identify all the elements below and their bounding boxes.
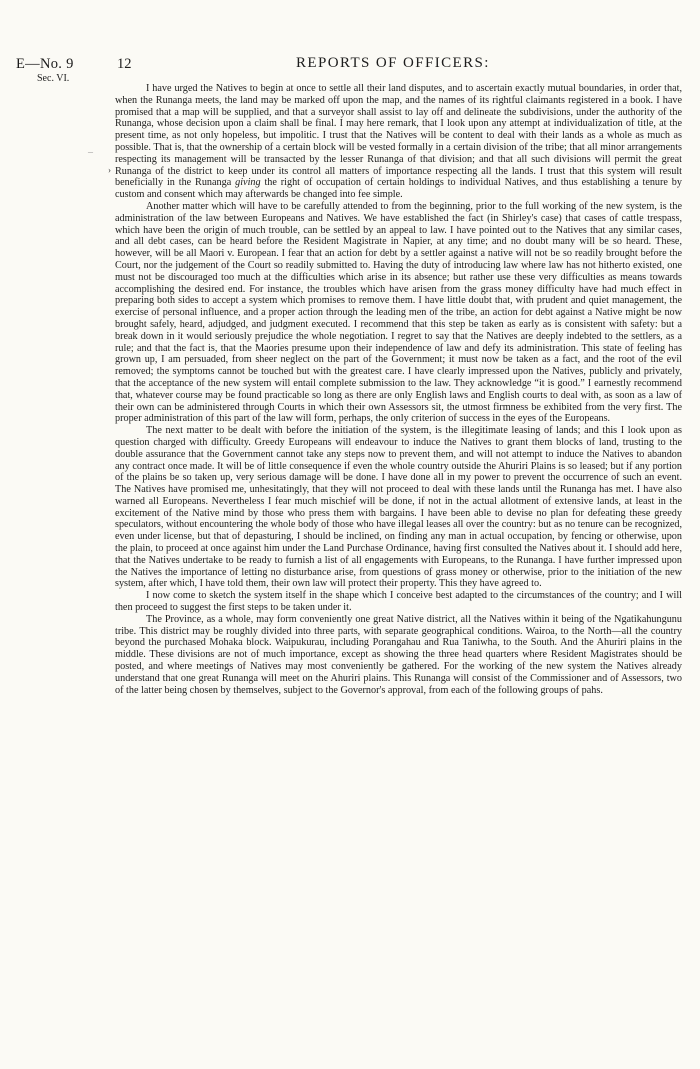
paragraph-4: I now come to sketch the system itself in the shape which I conceive best adapted to the circumstances of the country; and I will then proceed to suggest the first steps to be taken under it. [115,590,682,614]
paragraph-1-text-continued: the right of occupation of certain holdings to individual Natives, and thus establishing a tenure by custom and consent which may afterwards be changed into fee simple. [115,177,682,201]
paragraph-1 [115,83,682,201]
margin-arrow-mark: › [108,165,111,175]
running-head: REPORTS OF OFFICERS: [296,55,490,71]
paragraph-5: The Province, as a whole, may form conveniently one great Native district, all the Natives within it being of the Ngatikahungunu tribe. This district may be roughly divided into three parts, with separate geographical conditions. Wairoa, to the North—all the country beyond the purchased Mohaka block. Waipukurau, including Porangahau and Rua Taniwha, to the South. And the Ahuriri plains in the middle. These divisions are not of much importance, except as showing the three head quarters where Resident Magistrates should be posted, and where meetings of Natives may most conveniently be gathered. For the working of the new system the Natives already understand that one great Runanga will meet on the Ahuriri plains. This Runanga will consist of the Commissioner and of Assessors, two of the latter being chosen by themselves, subject to the Governor's approval, from each of the following groups of pahs. [115,613,682,696]
page-number: 12 [117,56,132,72]
margin-dash-mark: – [88,147,93,158]
document-identifier: E—No. 9 [16,56,74,72]
emphasis-giving: giving [235,177,261,189]
section-label: Sec. VI. [37,73,70,84]
report-body [115,83,682,696]
paragraph-2: Another matter which will have to be carefully attended to from the beginning, prior to the full working of the new system, is the administration of the law between Europeans and Natives. We have established the fact (in Shirley's case) that cases of cattle trespass, which have been the origin of much trouble, can be settled by an appeal to law. I have pointed out to the Natives that any similar cases, and all debt cases, can be heard before the Resident Magistrate in Napier, at any time; and no doubt many will be so heard. These, however, will be all Maori v. European. I fear that an action for debt by a settler against a native will not be so readily brought before the Court, nor the judgement of the Court so readily submitted to. Having the duty of introducing law where law has not hitherto existed, one must not be discouraged too much at the difficulties which arise in its absence; but rather use these very difficulties as means towards accomplishing the desired end. For instance, the troubles which have arisen from the grass money difficulty have had much effect in preparing both sides to accept a system which promises to remove them. I have little doubt that, with prudent and quiet management, the exercise of personal influence, and a proper action through the leading men of the tribe, an action for debt against a Native might be now brought safely, heard, adjudged, and judgment executed. I recommend that this step be taken as early as is consistent with safety: but a break down in it would seriously prejudice the whole negotiation. I regret to say that the Natives are deeply indebted to the settlers, as a rule; and that the fact is, that the Maories presume upon their independence of law and defy its administration. This state of feeling has grown up, I am persuaded, from sheer neglect on the part of the Government; it must now be taken as a fact, and the root of the evil removed; the symptoms cannot be touched but with the greatest care. I have clearly impressed upon the Natives, publicly and privately, that the acceptance of the new system will entail complete submission to the law. They acknowledge “it is good.” I earnestly recommend that, whatever course may be found practicable so long as there are only English laws and English courts to deal with, as soon as a law of their own can be administered through Courts in which their own Assessors sit, the utmost firmness be exhibited from the very first. The proper administration of this part of the law will form, perhaps, the only criterion of success in the eyes of the Europeans. [115,200,682,425]
paragraph-3: The next matter to be dealt with before the initiation of the system, is the illegitimate leasing of lands; and this I look upon as question charged with difficulty. Greedy Europeans will endeavour to induce the Natives to grant them blocks of land, trusting to the double assurance that the Government cannot take any steps now to prevent them, and will not attempt to induce the Natives to abandon any contract once made. It will be of little consequence if even the whole country outside the Ahuriri Plains is so leased; but if any portion of the plains be so taken up, very serious damage will be done. I have done all in my power to prevent the occurrence of such an event. The Natives have promised me, unhesitatingly, that they will not proceed to deal with these lands until the Runanga has met. I have also warned all Europeans. Nevertheless I fear much mischief will be done, if not in the actual allotment of extensive lands, at least in the excitement of the Native mind by those who press them with bargains. I have been able to devise no plan for defeating these greedy speculators, without encountering the whole body of those who have illegal leases all over the country: but as no tenure can be recognized, even under license, but that of depasturing, I should be inclined, on finding any man in actual occupation, by fencing or otherwise, upon the plain, to proceed at once against him under the Land Purchase Ordinance, having first consulted the Natives about it. I should add here, that the Natives undertake to be ready to furnish a list of all engagements with Europeans, to the Runanga. I have further impressed upon the Natives the importance of letting no disturbance arise, from questions of grass money or otherwise, prior to the initiation of the new system, after which, I have told them, their own law will protect their property. This they have agreed to. [115,425,682,590]
paragraph-1-text: I have urged the Natives to begin at once to settle all their land disputes, and to ascertain exactly mutual boundaries, in order that, when the Runanga meets, the land may be marked off upon the map, and the names of its rightful claimants registered in a book. I have promised that a map will be supplied, and that a surveyor shall assist to lay off and delineate the subdivisions, under the authority of the Runanga, whose decision upon a claim shall be final. I may here remark, that I look upon any attempt at individualization of title, at the present time, as not only hopeless, but impolitic. I trust that the Natives will be content to deal with their lands as a whole as much as possible. That is, that the ownership of a certain block will be vested formally in a certain division of the tribe; that all minor arrangements respecting its management will be transacted by the lesser Runanga of that division; and that all such divisions will permit the great Runanga of the district to keep under its control all matters of importance respecting all the lands. I trust that this system will result beneficially in the Runanga [115,83,682,189]
